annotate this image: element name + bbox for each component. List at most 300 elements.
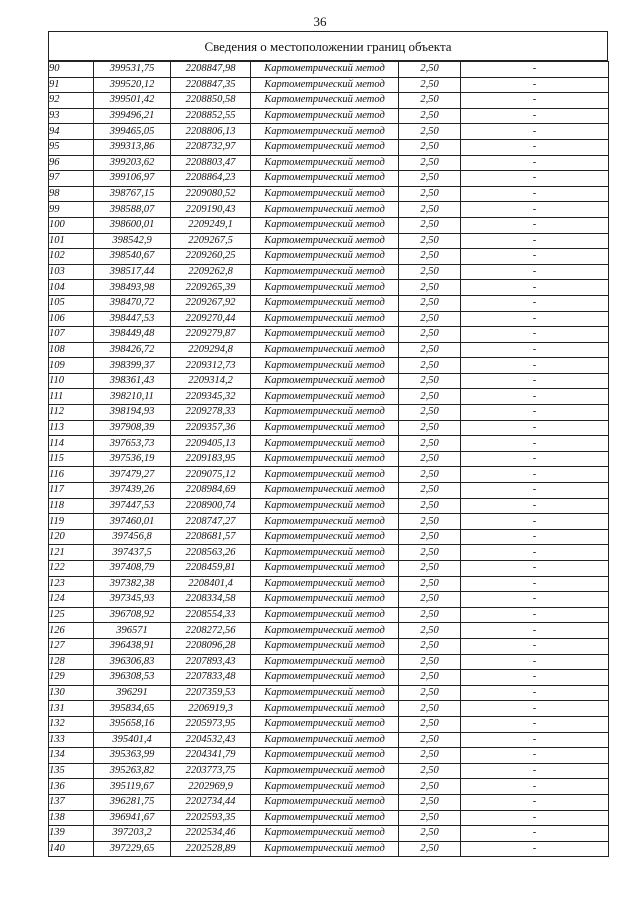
point-number: 106 (49, 311, 94, 327)
description-cell: - (461, 467, 609, 483)
point-number: 92 (49, 93, 94, 109)
coord-y: 2208984,69 (171, 483, 251, 499)
table-row (49, 171, 609, 187)
table-row (49, 841, 609, 857)
accuracy-cell: 2,50 (399, 794, 461, 810)
method-cell: Картометрический метод (251, 327, 399, 343)
coord-y: 2209278,33 (171, 405, 251, 421)
point-number: 140 (49, 841, 94, 857)
coord-y: 2208847,98 (171, 62, 251, 78)
description-cell: - (461, 498, 609, 514)
coord-y: 2202593,35 (171, 810, 251, 826)
point-number: 136 (49, 779, 94, 795)
method-cell: Картометрический метод (251, 295, 399, 311)
method-cell: Картометрический метод (251, 373, 399, 389)
description-cell: - (461, 638, 609, 654)
accuracy-cell: 2,50 (399, 233, 461, 249)
accuracy-cell: 2,50 (399, 576, 461, 592)
accuracy-cell: 2,50 (399, 62, 461, 78)
accuracy-cell: 2,50 (399, 373, 461, 389)
description-cell: - (461, 358, 609, 374)
method-cell: Картометрический метод (251, 716, 399, 732)
accuracy-cell: 2,50 (399, 623, 461, 639)
point-number: 118 (49, 498, 94, 514)
coord-x: 399465,05 (94, 124, 171, 140)
description-cell: - (461, 233, 609, 249)
point-number: 122 (49, 561, 94, 577)
description-cell: - (461, 405, 609, 421)
point-number: 108 (49, 342, 94, 358)
coord-y: 2209270,44 (171, 311, 251, 327)
point-number: 127 (49, 638, 94, 654)
table-row (49, 748, 609, 764)
table-row (49, 701, 609, 717)
method-cell: Картометрический метод (251, 124, 399, 140)
method-cell: Картометрический метод (251, 264, 399, 280)
method-cell: Картометрический метод (251, 451, 399, 467)
coord-y: 2209262,8 (171, 264, 251, 280)
point-number: 109 (49, 358, 94, 374)
coord-x: 398540,67 (94, 249, 171, 265)
table-row (49, 295, 609, 311)
accuracy-cell: 2,50 (399, 607, 461, 623)
table-row (49, 389, 609, 405)
method-cell: Картометрический метод (251, 233, 399, 249)
method-cell: Картометрический метод (251, 405, 399, 421)
coord-x: 396941,67 (94, 810, 171, 826)
table-row (49, 373, 609, 389)
accuracy-cell: 2,50 (399, 264, 461, 280)
accuracy-cell: 2,50 (399, 155, 461, 171)
method-cell: Картометрический метод (251, 358, 399, 374)
table-row (49, 186, 609, 202)
accuracy-cell: 2,50 (399, 124, 461, 140)
point-number: 111 (49, 389, 94, 405)
table-row (49, 607, 609, 623)
description-cell: - (461, 342, 609, 358)
point-number: 133 (49, 732, 94, 748)
method-cell: Картометрический метод (251, 561, 399, 577)
table-row (49, 763, 609, 779)
coord-x: 397536,19 (94, 451, 171, 467)
point-number: 107 (49, 327, 94, 343)
accuracy-cell: 2,50 (399, 420, 461, 436)
coord-y: 2208401,4 (171, 576, 251, 592)
coord-y: 2209267,5 (171, 233, 251, 249)
accuracy-cell: 2,50 (399, 732, 461, 748)
point-number: 91 (49, 77, 94, 93)
description-cell: - (461, 436, 609, 452)
point-number: 94 (49, 124, 94, 140)
method-cell: Картометрический метод (251, 748, 399, 764)
description-cell: - (461, 592, 609, 608)
table-row (49, 155, 609, 171)
coord-x: 397456,8 (94, 529, 171, 545)
table-row (49, 576, 609, 592)
accuracy-cell: 2,50 (399, 77, 461, 93)
description-cell: - (461, 748, 609, 764)
coord-y: 2209312,73 (171, 358, 251, 374)
table-row (49, 779, 609, 795)
method-cell: Картометрический метод (251, 685, 399, 701)
description-cell: - (461, 155, 609, 171)
accuracy-cell: 2,50 (399, 638, 461, 654)
method-cell: Картометрический метод (251, 171, 399, 187)
point-number: 120 (49, 529, 94, 545)
method-cell: Картометрический метод (251, 342, 399, 358)
accuracy-cell: 2,50 (399, 592, 461, 608)
point-number: 124 (49, 592, 94, 608)
description-cell: - (461, 108, 609, 124)
accuracy-cell: 2,50 (399, 763, 461, 779)
table-row (49, 311, 609, 327)
accuracy-cell: 2,50 (399, 171, 461, 187)
accuracy-cell: 2,50 (399, 826, 461, 842)
accuracy-cell: 2,50 (399, 779, 461, 795)
accuracy-cell: 2,50 (399, 108, 461, 124)
method-cell: Картометрический метод (251, 108, 399, 124)
table-row (49, 358, 609, 374)
method-cell: Картометрический метод (251, 701, 399, 717)
description-cell: - (461, 171, 609, 187)
method-cell: Картометрический метод (251, 436, 399, 452)
table-row (49, 483, 609, 499)
point-number: 110 (49, 373, 94, 389)
coord-x: 399313,86 (94, 139, 171, 155)
table-row (49, 451, 609, 467)
point-number: 131 (49, 701, 94, 717)
point-number: 139 (49, 826, 94, 842)
coord-y: 2204532,43 (171, 732, 251, 748)
point-number: 115 (49, 451, 94, 467)
description-cell: - (461, 514, 609, 530)
coord-x: 397439,26 (94, 483, 171, 499)
method-cell: Картометрический метод (251, 93, 399, 109)
method-cell: Картометрический метод (251, 763, 399, 779)
coord-x: 397345,93 (94, 592, 171, 608)
table-row (49, 77, 609, 93)
accuracy-cell: 2,50 (399, 436, 461, 452)
description-cell: - (461, 561, 609, 577)
coord-y: 2204341,79 (171, 748, 251, 764)
point-number: 96 (49, 155, 94, 171)
coord-y: 2208900,74 (171, 498, 251, 514)
method-cell: Картометрический метод (251, 654, 399, 670)
coord-x: 398470,72 (94, 295, 171, 311)
accuracy-cell: 2,50 (399, 529, 461, 545)
table-row (49, 405, 609, 421)
method-cell: Картометрический метод (251, 217, 399, 233)
point-number: 119 (49, 514, 94, 530)
coord-y: 2208334,58 (171, 592, 251, 608)
method-cell: Картометрический метод (251, 779, 399, 795)
method-cell: Картометрический метод (251, 311, 399, 327)
coord-y: 2207893,43 (171, 654, 251, 670)
accuracy-cell: 2,50 (399, 670, 461, 686)
method-cell: Картометрический метод (251, 249, 399, 265)
accuracy-cell: 2,50 (399, 295, 461, 311)
table-row (49, 280, 609, 296)
accuracy-cell: 2,50 (399, 467, 461, 483)
accuracy-cell: 2,50 (399, 716, 461, 732)
coord-y: 2209357,36 (171, 420, 251, 436)
coord-x: 397447,53 (94, 498, 171, 514)
table-row (49, 124, 609, 140)
coord-y: 2208459,81 (171, 561, 251, 577)
coord-y: 2203773,75 (171, 763, 251, 779)
method-cell: Картометрический метод (251, 670, 399, 686)
page-number: 36 (313, 14, 327, 29)
point-number: 137 (49, 794, 94, 810)
table-row (49, 327, 609, 343)
coord-x: 397408,79 (94, 561, 171, 577)
table-row (49, 810, 609, 826)
method-cell: Картометрический метод (251, 420, 399, 436)
description-cell: - (461, 732, 609, 748)
coord-x: 396308,53 (94, 670, 171, 686)
accuracy-cell: 2,50 (399, 514, 461, 530)
method-cell: Картометрический метод (251, 732, 399, 748)
coord-y: 2209279,87 (171, 327, 251, 343)
boundary-coordinates-table (48, 61, 609, 857)
coord-x: 396306,83 (94, 654, 171, 670)
point-number: 113 (49, 420, 94, 436)
description-cell: - (461, 186, 609, 202)
description-cell: - (461, 77, 609, 93)
coord-x: 398447,53 (94, 311, 171, 327)
coord-x: 398588,07 (94, 202, 171, 218)
method-cell: Картометрический метод (251, 592, 399, 608)
coord-x: 398426,72 (94, 342, 171, 358)
coord-y: 2208732,97 (171, 139, 251, 155)
table-row (49, 685, 609, 701)
table-row (49, 638, 609, 654)
coord-x: 397908,39 (94, 420, 171, 436)
coord-y: 2208803,47 (171, 155, 251, 171)
accuracy-cell: 2,50 (399, 451, 461, 467)
table-row (49, 217, 609, 233)
description-cell: - (461, 420, 609, 436)
coord-y: 2208096,28 (171, 638, 251, 654)
description-cell: - (461, 576, 609, 592)
accuracy-cell: 2,50 (399, 701, 461, 717)
coord-x: 397203,2 (94, 826, 171, 842)
description-cell: - (461, 124, 609, 140)
accuracy-cell: 2,50 (399, 545, 461, 561)
coord-x: 397460,01 (94, 514, 171, 530)
description-cell: - (461, 451, 609, 467)
point-number: 112 (49, 405, 94, 421)
point-number: 103 (49, 264, 94, 280)
table-row (49, 420, 609, 436)
method-cell: Картометрический метод (251, 498, 399, 514)
table-row (49, 514, 609, 530)
accuracy-cell: 2,50 (399, 748, 461, 764)
coord-x: 396281,75 (94, 794, 171, 810)
method-cell: Картометрический метод (251, 467, 399, 483)
accuracy-cell: 2,50 (399, 327, 461, 343)
description-cell: - (461, 716, 609, 732)
method-cell: Картометрический метод (251, 62, 399, 78)
table-row (49, 62, 609, 78)
description-cell: - (461, 670, 609, 686)
coord-x: 398361,43 (94, 373, 171, 389)
table-row (49, 436, 609, 452)
method-cell: Картометрический метод (251, 155, 399, 171)
accuracy-cell: 2,50 (399, 186, 461, 202)
description-cell: - (461, 654, 609, 670)
coord-x: 399203,62 (94, 155, 171, 171)
point-number: 121 (49, 545, 94, 561)
accuracy-cell: 2,50 (399, 280, 461, 296)
accuracy-cell: 2,50 (399, 654, 461, 670)
accuracy-cell: 2,50 (399, 93, 461, 109)
accuracy-cell: 2,50 (399, 389, 461, 405)
description-cell: - (461, 62, 609, 78)
point-number: 130 (49, 685, 94, 701)
point-number: 100 (49, 217, 94, 233)
method-cell: Картометрический метод (251, 389, 399, 405)
table-row (49, 592, 609, 608)
coord-y: 2209265,39 (171, 280, 251, 296)
method-cell: Картометрический метод (251, 826, 399, 842)
description-cell: - (461, 139, 609, 155)
coord-x: 398517,44 (94, 264, 171, 280)
table-row (49, 529, 609, 545)
coord-x: 397653,73 (94, 436, 171, 452)
coord-x: 397229,65 (94, 841, 171, 857)
table-row (49, 467, 609, 483)
coord-y: 2205973,95 (171, 716, 251, 732)
point-number: 104 (49, 280, 94, 296)
method-cell: Картометрический метод (251, 607, 399, 623)
coord-y: 2209345,32 (171, 389, 251, 405)
coord-y: 2206919,3 (171, 701, 251, 717)
table-row (49, 498, 609, 514)
description-cell: - (461, 701, 609, 717)
table-row (49, 794, 609, 810)
point-number: 123 (49, 576, 94, 592)
method-cell: Картометрический метод (251, 186, 399, 202)
description-cell: - (461, 373, 609, 389)
accuracy-cell: 2,50 (399, 358, 461, 374)
description-cell: - (461, 685, 609, 701)
coord-x: 398493,98 (94, 280, 171, 296)
accuracy-cell: 2,50 (399, 217, 461, 233)
table-row (49, 545, 609, 561)
table-row (49, 716, 609, 732)
table-row (49, 670, 609, 686)
coord-x: 395119,67 (94, 779, 171, 795)
description-cell: - (461, 327, 609, 343)
coord-x: 397479,27 (94, 467, 171, 483)
point-number: 101 (49, 233, 94, 249)
description-cell: - (461, 217, 609, 233)
method-cell: Картометрический метод (251, 638, 399, 654)
method-cell: Картометрический метод (251, 280, 399, 296)
coord-x: 396708,92 (94, 607, 171, 623)
point-number: 98 (49, 186, 94, 202)
description-cell: - (461, 794, 609, 810)
table-row (49, 826, 609, 842)
coord-y: 2209314,2 (171, 373, 251, 389)
description-cell: - (461, 779, 609, 795)
coord-y: 2208563,26 (171, 545, 251, 561)
method-cell: Картометрический метод (251, 794, 399, 810)
method-cell: Картометрический метод (251, 139, 399, 155)
accuracy-cell: 2,50 (399, 498, 461, 514)
method-cell: Картометрический метод (251, 623, 399, 639)
table-row (49, 233, 609, 249)
point-number: 90 (49, 62, 94, 78)
coord-y: 2209183,95 (171, 451, 251, 467)
coord-y: 2209260,25 (171, 249, 251, 265)
description-cell: - (461, 826, 609, 842)
coord-x: 395658,16 (94, 716, 171, 732)
coord-y: 2202734,44 (171, 794, 251, 810)
accuracy-cell: 2,50 (399, 483, 461, 499)
method-cell: Картометрический метод (251, 77, 399, 93)
method-cell: Картометрический метод (251, 202, 399, 218)
point-number: 135 (49, 763, 94, 779)
coord-x: 398210,11 (94, 389, 171, 405)
table-row (49, 93, 609, 109)
description-cell: - (461, 623, 609, 639)
coord-y: 2208806,13 (171, 124, 251, 140)
coord-x: 397382,38 (94, 576, 171, 592)
coord-x: 398600,01 (94, 217, 171, 233)
point-number: 114 (49, 436, 94, 452)
point-number: 117 (49, 483, 94, 499)
accuracy-cell: 2,50 (399, 342, 461, 358)
description-cell: - (461, 529, 609, 545)
coord-x: 395834,65 (94, 701, 171, 717)
description-cell: - (461, 607, 609, 623)
accuracy-cell: 2,50 (399, 685, 461, 701)
coord-x: 398767,15 (94, 186, 171, 202)
coord-x: 396571 (94, 623, 171, 639)
table-row (49, 342, 609, 358)
table-row (49, 654, 609, 670)
accuracy-cell: 2,50 (399, 561, 461, 577)
point-number: 99 (49, 202, 94, 218)
accuracy-cell: 2,50 (399, 139, 461, 155)
table-row (49, 561, 609, 577)
coord-y: 2202528,89 (171, 841, 251, 857)
point-number: 97 (49, 171, 94, 187)
coord-x: 395401,4 (94, 732, 171, 748)
description-cell: - (461, 264, 609, 280)
coord-x: 399531,75 (94, 62, 171, 78)
coord-y: 2209190,43 (171, 202, 251, 218)
point-number: 134 (49, 748, 94, 764)
description-cell: - (461, 93, 609, 109)
description-cell: - (461, 249, 609, 265)
coord-x: 396438,91 (94, 638, 171, 654)
accuracy-cell: 2,50 (399, 311, 461, 327)
coord-y: 2208850,58 (171, 93, 251, 109)
description-cell: - (461, 763, 609, 779)
point-number: 116 (49, 467, 94, 483)
coord-x: 398542,9 (94, 233, 171, 249)
description-cell: - (461, 311, 609, 327)
coord-y: 2208852,55 (171, 108, 251, 124)
coord-y: 2208864,23 (171, 171, 251, 187)
point-number: 132 (49, 716, 94, 732)
coord-y: 2209075,12 (171, 467, 251, 483)
point-number: 138 (49, 810, 94, 826)
table-row (49, 108, 609, 124)
